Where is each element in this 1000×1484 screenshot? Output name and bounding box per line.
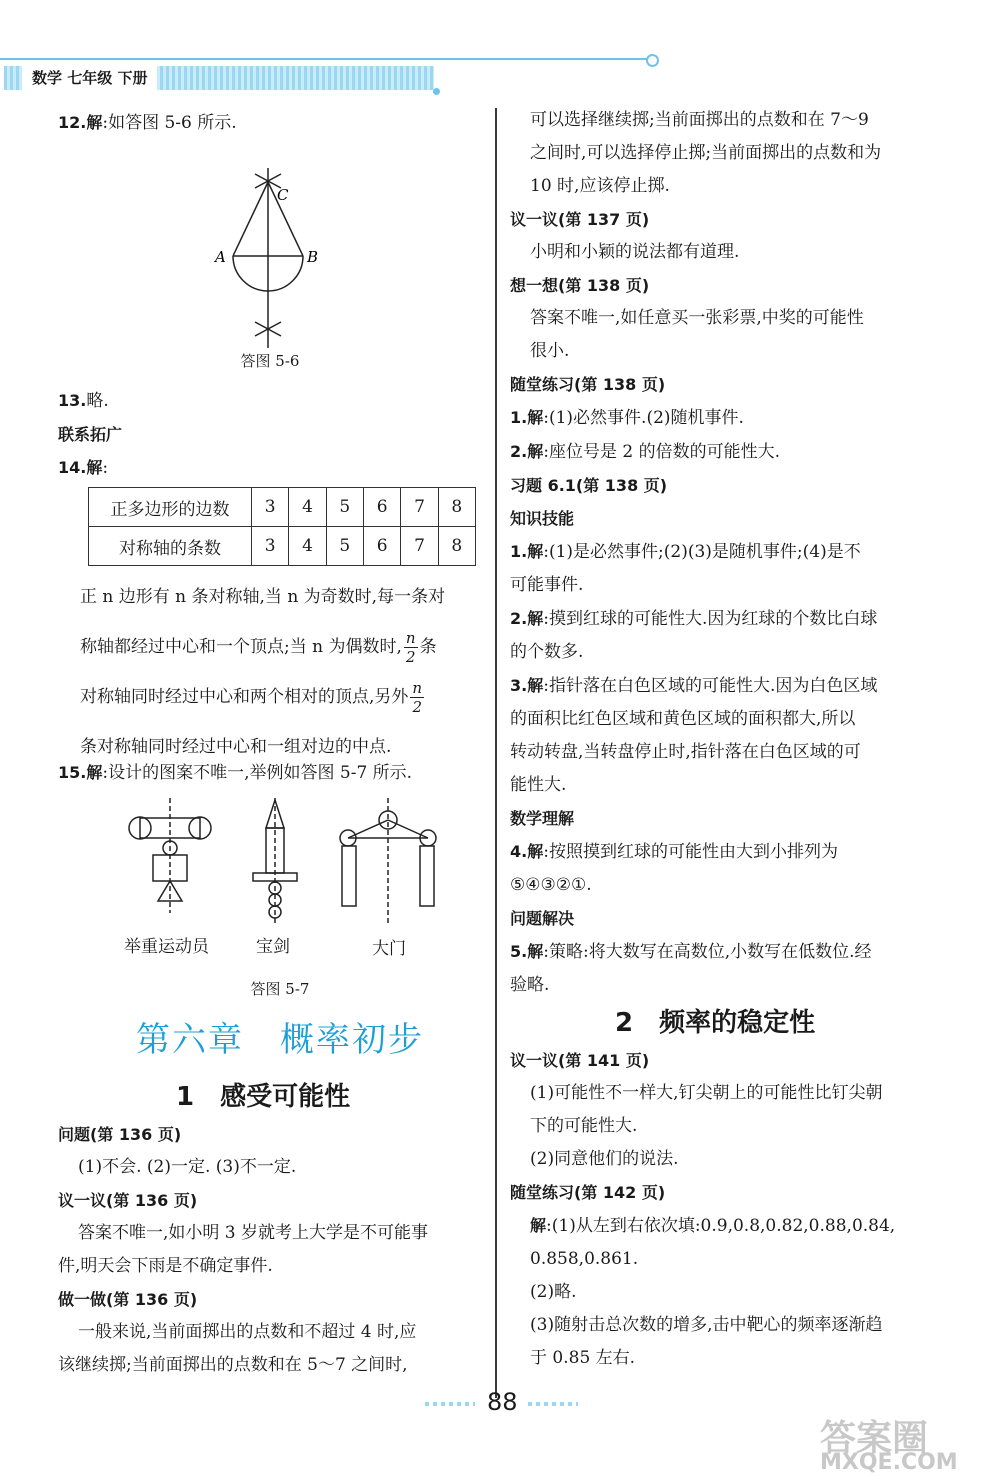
fraction-n-over-2: $\frac{n}{2}$ — [412, 679, 423, 716]
table-cell: 4 — [289, 527, 326, 566]
gate-figure — [340, 798, 436, 923]
heading-discuss-136: 议一议(第 136 页) — [58, 1191, 198, 1210]
table-cell: 3 — [252, 527, 289, 566]
watermark-logo: 答案圈 — [820, 1418, 929, 1459]
weightlifter-figure — [129, 798, 211, 913]
fig56-label-b: B — [307, 248, 319, 266]
fig56-label-a: A — [215, 248, 226, 266]
right-top-block: 可以选择继续掷;当前面掷出的点数和在 7～9 之间时,可以选择停止掷;当前面掷出的点数和为 10 时,应该停止掷. 议一议(第 137 页) 小明和小颖的说法都有道理. 想一想(第 138 页) 答案不唯一,如任意买一张彩票,中奖的可能性 很小. 随堂练习(第 138 页) 1.解:(1)必然事件.(2)随机事件. 2.解:座位号是 2 的倍数的可能性大. 习题 6.1(第 138 页) 知识技能 1.解:(1)是必然事件;(2)(3)是随机事件;(4)是不 可能事件. 2.解:摸到红球的可能性大.因为红球的个数比白球 的个数多. 3.解:指针落在白色区域的可能性大.因为白色区域 的面积比红色区域和黄色区域的面积都大,所以 转动转盘,当转盘停止时,指针落在白色区域的可 能性大. 数学理解 4.解:按照摸到红球的可能性由大到小排列为 ⑤④③②①. 问题解决 5.解:策略:将大数写在高数位,小数写在低数位.经 验略. — [510, 104, 950, 1002]
chapter-title: 第六章 概率初步 — [136, 1020, 424, 1060]
sword-figure — [253, 798, 297, 923]
header-dot — [646, 54, 659, 67]
header-end-dot — [433, 88, 440, 95]
heading-discuss-141: 议一议(第 141 页) — [510, 1051, 650, 1070]
section-2-title: 2 频率的稳定性 — [615, 1008, 816, 1038]
heading-discuss-137: 议一议(第 137 页) — [510, 210, 650, 229]
heading-problem-136: 问题(第 136 页) — [58, 1125, 182, 1144]
table-row — [89, 488, 476, 527]
fig56-label-c: C — [277, 186, 289, 204]
header-title: 数学 七年级 下册 — [22, 66, 157, 90]
right-bottom-block: 议一议(第 141 页) (1)可能性不一样大,钉尖朝上的可能性比钉尖朝 下的可能性大. (2)同意他们的说法. 随堂练习(第 142 页) 解:(1)从左到右依次填:0.9,0.8,0.82,0.88,0.84, 0.858,0.861. (2)略. (3)随射击总次数的增多,击中靶心的频率逐渐趋 于 0.85 左右. — [510, 1044, 950, 1375]
fig57-label-weightlifter: 举重运动员 — [124, 937, 209, 957]
left-q15: 15.解:设计的图案不唯一,举例如答图 5-7 所示. — [58, 763, 413, 783]
fig57-label-gate: 大门 — [372, 939, 406, 959]
fig56-caption: 答图 5-6 — [240, 352, 300, 370]
column-divider — [495, 108, 497, 1398]
fig57-caption: 答图 5-7 — [250, 980, 310, 998]
figure-5-6 — [205, 168, 335, 348]
fig57-label-sword: 宝剑 — [256, 937, 290, 957]
table-row-head: 对称轴的条数 — [89, 527, 252, 566]
left-bottom-block: 问题(第 136 页) (1)不会. (2)一定. (3)不一定. 议一议(第 136 页) 答案不唯一,如小明 3 岁就考上大学是不可能事 件,明天会下雨是不确定事件. 做一做(第 136 页) 一般来说,当前面掷出的点数和不超过 4 时,应 该继续掷;当前面掷出的点数和在 5～7 之间时, — [58, 1118, 488, 1382]
left-block-13-14: 13.略. 联系拓广 14.解: — [58, 384, 478, 485]
table-row — [89, 527, 476, 566]
heading-practice-142: 随堂练习(第 142 页) — [510, 1183, 666, 1202]
table-cell: 5 — [326, 527, 363, 566]
header-line — [0, 58, 650, 60]
page-number: 88 — [487, 1388, 518, 1416]
table-cell: 6 — [363, 527, 400, 566]
left-q12: 12.解:如答图 5-6 所示. — [58, 113, 237, 133]
fraction-n-over-2: $\frac{n}{2}$ — [405, 629, 416, 666]
footer-decoration-left — [425, 1402, 475, 1406]
q14-explanation: 正 n 边形有 n 条对称轴,当 n 为奇数时,每一条对 称轴都经过中心和一个顶点;当 n 为偶数时, $\frac{n}{2}$ 条 对称轴同时经过中心和两个相对的顶点,另外 $\frac{n}{2}$ 条对称轴同时经过中心和一组对边的中点. — [80, 587, 446, 757]
heading-skill: 知识技能 — [510, 509, 575, 528]
table-cell: 5 — [326, 488, 363, 527]
heading-math-understanding: 数学理解 — [510, 809, 575, 828]
symmetry-table — [88, 487, 476, 566]
watermark-url: MXQE.COM — [820, 1450, 958, 1475]
table-cell: 6 — [363, 488, 400, 527]
table-cell: 4 — [289, 488, 326, 527]
heading-problem-solving: 问题解决 — [510, 909, 575, 928]
table-cell: 7 — [401, 527, 438, 566]
fig56-line-ca — [233, 182, 268, 256]
heading-think-138: 想一想(第 138 页) — [510, 276, 650, 295]
figure-5-7 — [120, 798, 460, 928]
footer-decoration-right — [528, 1402, 578, 1406]
table-cell: 8 — [438, 527, 475, 566]
table-cell: 7 — [401, 488, 438, 527]
heading-practice-138: 随堂练习(第 138 页) — [510, 375, 666, 394]
table-cell: 8 — [438, 488, 475, 527]
heading-exercise-6-1: 习题 6.1(第 138 页) — [510, 476, 668, 495]
heading-do-136: 做一做(第 136 页) — [58, 1290, 198, 1309]
table-cell: 3 — [252, 488, 289, 527]
table-row-head: 正多边形的边数 — [89, 488, 252, 527]
section-extend: 联系拓广 — [58, 425, 123, 444]
section-1-title: 1 感受可能性 — [176, 1082, 351, 1112]
